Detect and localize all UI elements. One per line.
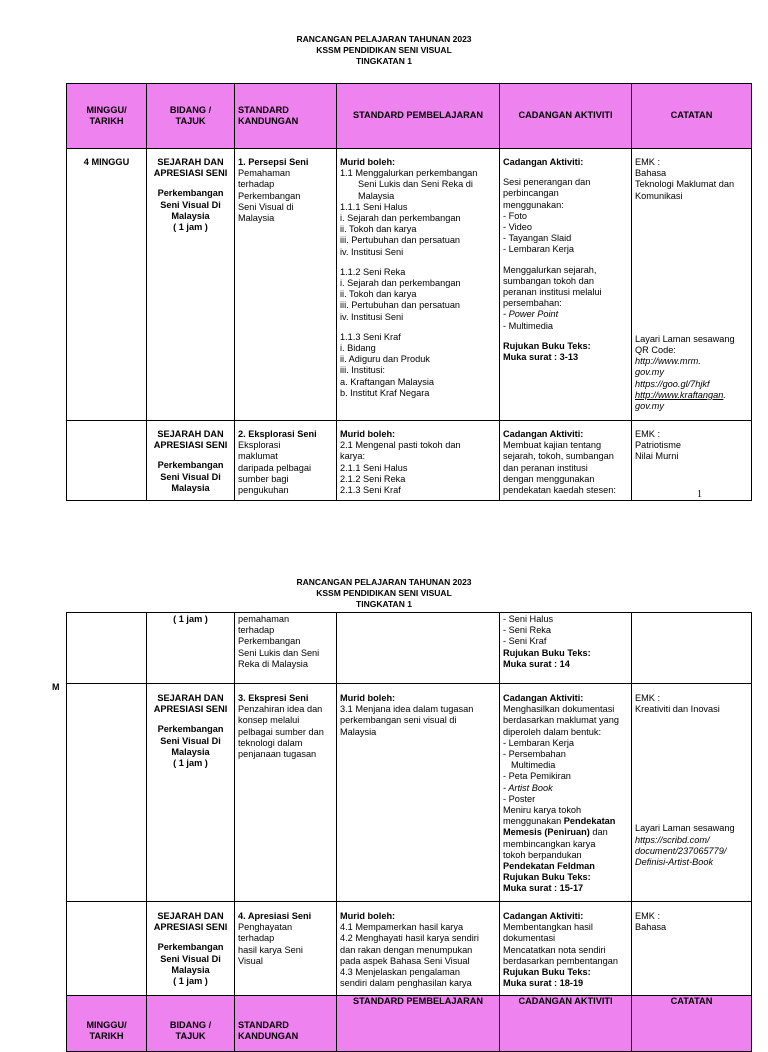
standard-pembelajaran-cell (337, 613, 500, 684)
bidang-cell: SEJARAH DAN APRESIASI SENI Perkembangan Seni Visual Di Malaysia ( 1 jam ) (147, 684, 235, 902)
cadangan-aktiviti-cell: Cadangan Aktiviti: Sesi penerangan dan perbincangan menggunakan: - Foto - Video - Tayangan Slaid - Lembaran Kerja Menggalurkan sejarah, sumbangan tokoh dan peranan institusi melalui persembahan: - Power Point - Multimedia Rujukan Buku Teks: Muka surat : 3-13 (500, 149, 632, 421)
table-row (67, 421, 752, 501)
cadangan-aktiviti-cell: - Seni Halus - Seni Reka - Seni Kraf Rujukan Buku Teks: Muka surat : 14 (500, 613, 632, 684)
col-catatan: CATATAN (632, 84, 752, 149)
cadangan-aktiviti-cell: Cadangan Aktiviti: Membentangkan hasil dokumentasi Mencatatkan nota sendiri berdasarkan pembentangan Rujukan Buku Teks: Muka surat : 18-19 (500, 902, 632, 996)
col-standard-pembelajaran: STANDARD PEMBELAJARAN (337, 996, 500, 1052)
col-minggu: MINGGU/ TARIKH (67, 996, 147, 1052)
cadangan-aktiviti-cell: Cadangan Aktiviti: Membuat kajian tentang sejarah, tokoh, sumbangan dan peranan institusi dengan menggunakan pendekatan kaedah stesen: (500, 421, 632, 501)
standard-pembelajaran-cell: Murid boleh: 3.1 Menjana idea dalam tugasan perkembangan seni visual di Malaysia (337, 684, 500, 902)
table-row (67, 902, 752, 996)
margin-letter: M (52, 682, 60, 692)
plan-title: RANCANGAN PELAJARAN TAHUNAN 2023 (296, 577, 472, 587)
plan-title: RANCANGAN PELAJARAN TAHUNAN 2023 (296, 34, 472, 44)
bidang-cell: SEJARAH DAN APRESIASI SENI Perkembangan Seni Visual Di Malaysia (147, 421, 235, 501)
plan-subject: KSSM PENDIDIKAN SENI VISUAL (316, 45, 452, 55)
table-header-row (67, 84, 752, 149)
col-catatan: CATATAN (632, 996, 752, 1052)
week-cell (67, 684, 147, 902)
kraftangan-link[interactable]: http://www.kraftangan (635, 389, 724, 400)
bidang-cell: SEJARAH DAN APRESIASI SENI Perkembangan Seni Visual Di Malaysia ( 1 jam ) (147, 902, 235, 996)
standard-kandungan-cell: 4. Apresiasi Seni Penghayatan terhadap hasil karya Seni Visual (235, 902, 337, 996)
cadangan-aktiviti-cell: Cadangan Aktiviti: Menghasilkan dokumentasi berdasarkan maklumat yang diperoleh dalam bentuk: - Lembaran Kerja - Persembahan Multimedia - Peta Pemikiran - Artist Book - Poster Meniru karya tokoh menggunakan Pendekatan Memesis (Peniruan) dan membincangkan karya tokoh berpandukan Pendekatan Feldman Rujukan Buku Teks: Muka surat : 15-17 (500, 684, 632, 902)
catatan-cell: EMK : Patriotisme Nilai Murni (632, 421, 752, 501)
plan-subject: KSSM PENDIDIKAN SENI VISUAL (316, 588, 452, 598)
plan-table-page-2 (66, 612, 752, 1052)
table-row (67, 149, 752, 421)
col-standard-kandungan: STANDARD KANDUNGAN (235, 996, 337, 1052)
bidang-cell: ( 1 jam ) (147, 613, 235, 684)
standard-kandungan-cell: pemahaman terhadap Perkembangan Seni Lukis dan Seni Reka di Malaysia (235, 613, 337, 684)
standard-kandungan-cell: 1. Persepsi Seni Pemahaman terhadap Perkembangan Seni Visual di Malaysia (235, 149, 337, 421)
catatan-cell: EMK : Kreativiti dan Inovasi Layari Laman sesawang https://scribd.com/ document/237065779/ Definisi-Artist-Book (632, 684, 752, 902)
week-cell: 4 MINGGU (67, 149, 147, 421)
col-bidang: BIDANG / TAJUK (147, 84, 235, 149)
table-row (67, 684, 752, 902)
week-cell (67, 421, 147, 501)
week-cell (67, 902, 147, 996)
col-bidang: BIDANG / TAJUK (147, 996, 235, 1052)
table-row (67, 613, 752, 684)
col-cadangan-aktiviti: CADANGAN AKTIVITI (500, 996, 632, 1052)
plan-level: TINGKATAN 1 (356, 599, 412, 609)
plan-level: TINGKATAN 1 (356, 56, 412, 66)
standard-pembelajaran-cell: Murid boleh: 1.1 Menggalurkan perkembangan Seni Lukis dan Seni Reka di Malaysia 1.1.1 Seni Halus i. Sejarah dan perkembangan ii. Tokoh dan karya iii. Pertubuhan dan persatuan iv. Institusi Seni 1.1.2 Seni Reka i. Sejarah dan perkembangan ii. Tokoh dan karya iii. Pertubuhan dan persatuan iv. Institusi Seni 1.1.3 Seni Kraf i. Bidang ii. Adiguru dan Produk iii. Institusi: a. Kraftangan Malaysia b. Institut Kraf Negara (337, 149, 500, 421)
col-cadangan-aktiviti: CADANGAN AKTIVITI (500, 84, 632, 149)
col-standard-pembelajaran: STANDARD PEMBELAJARAN (337, 84, 500, 149)
col-minggu: MINGGU/ TARIKH (67, 84, 147, 149)
page-number: 1 (697, 489, 702, 500)
bidang-cell: SEJARAH DAN APRESIASI SENI Perkembangan Seni Visual Di Malaysia ( 1 jam ) (147, 149, 235, 421)
page-header-1 (0, 34, 768, 67)
col-standard-kandungan: STANDARD KANDUNGAN (235, 84, 337, 149)
catatan-cell: EMK : Bahasa (632, 902, 752, 996)
standard-pembelajaran-cell: Murid boleh: 2.1 Mengenal pasti tokoh dan karya: 2.1.1 Seni Halus 2.1.2 Seni Reka 2.1.3 Seni Kraf (337, 421, 500, 501)
standard-kandungan-cell: 2. Eksplorasi Seni Eksplorasi maklumat daripada pelbagai sumber bagi pengukuhan (235, 421, 337, 501)
catatan-cell: EMK : Bahasa Teknologi Maklumat dan Komunikasi Layari Laman sesawang QR Code: http://www.mrm. gov.my https://goo.gl/7hjkf http://www.kraftangan. gov.my (632, 149, 752, 421)
catatan-cell (632, 613, 752, 684)
standard-kandungan-cell: 3. Ekspresi Seni Penzahiran idea dan konsep melalui pelbagai sumber dan teknologi dalam penjanaan tugasan (235, 684, 337, 902)
plan-table-page-1 (66, 83, 752, 501)
page-header-2 (0, 577, 768, 610)
standard-pembelajaran-cell: Murid boleh: 4.1 Mempamerkan hasil karya 4.2 Menghayati hasil karya sendiri dan rakan dengan menumpukan pada aspek Bahasa Seni Visual 4.3 Menjelaskan pengalaman sendiri dalam penghasilan karya (337, 902, 500, 996)
week-cell (67, 613, 147, 684)
